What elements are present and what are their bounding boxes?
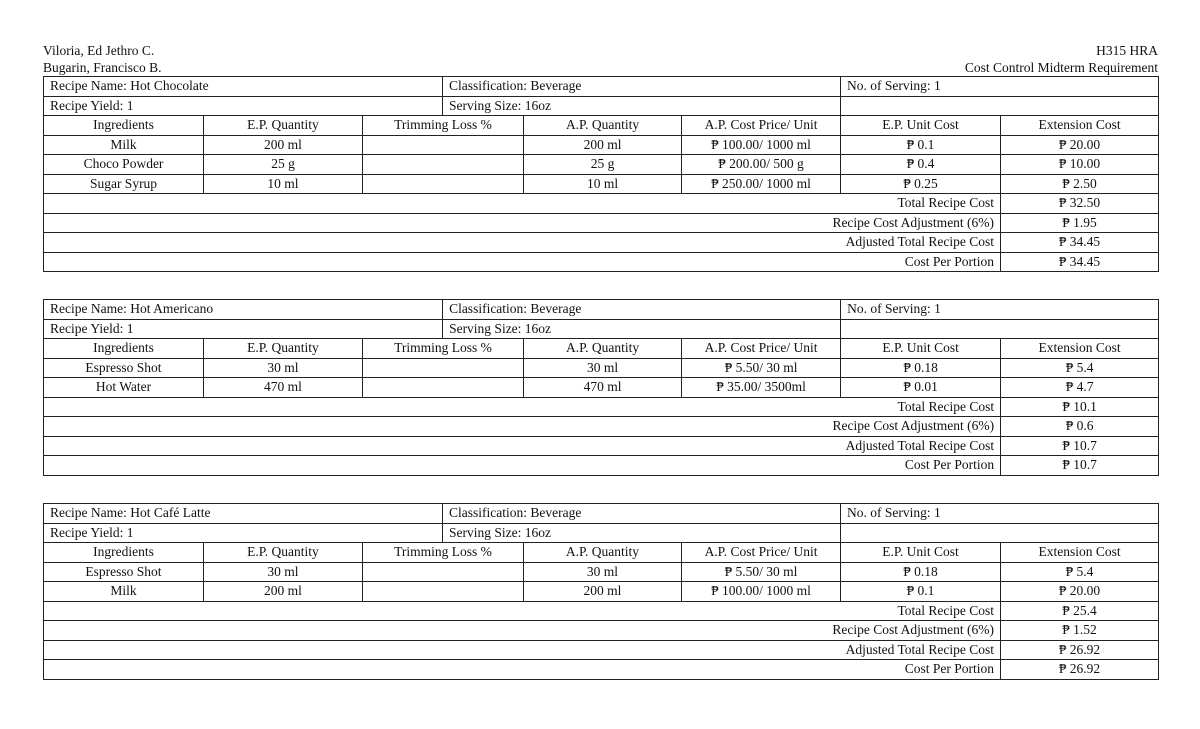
classification: Classification: Beverage: [443, 77, 841, 97]
number-of-servings: No. of Serving: 1: [841, 300, 1159, 320]
summary-value: ₱ 10.7: [1001, 456, 1159, 476]
summary-value: ₱ 10.1: [1001, 397, 1159, 417]
column-header: E.P. Unit Cost: [841, 339, 1001, 359]
column-header: Trimming Loss %: [363, 339, 524, 359]
requirement-title: Cost Control Midterm Requirement: [964, 60, 1158, 75]
column-header: A.P. Cost Price/ Unit: [682, 543, 841, 563]
document-header: [43, 42, 1158, 76]
ingredient-cell: 470 ml: [524, 378, 682, 398]
ingredient-cell: [363, 174, 524, 194]
ingredient-cell: 470 ml: [204, 378, 363, 398]
summary-value: ₱ 1.95: [1001, 213, 1159, 233]
ingredient-cell: 25 g: [204, 155, 363, 175]
number-of-servings: No. of Serving: 1: [841, 77, 1159, 97]
summary-row: [44, 621, 1159, 641]
ingredient-row: [44, 358, 1159, 378]
ingredient-cell: 30 ml: [524, 562, 682, 582]
summary-label: Cost Per Portion: [44, 252, 1001, 272]
ingredient-cell: Hot Water: [44, 378, 204, 398]
summary-label: Recipe Cost Adjustment (6%): [44, 417, 1001, 437]
column-header: A.P. Cost Price/ Unit: [682, 116, 841, 136]
column-header: Extension Cost: [1001, 339, 1159, 359]
ingredient-cell: ₱ 0.4: [841, 155, 1001, 175]
summary-label: Adjusted Total Recipe Cost: [44, 436, 1001, 456]
ingredient-cell: [363, 358, 524, 378]
ingredient-row: [44, 582, 1159, 602]
ingredient-cell: ₱ 5.4: [1001, 358, 1159, 378]
summary-value: ₱ 1.52: [1001, 621, 1159, 641]
summary-value: ₱ 25.4: [1001, 601, 1159, 621]
column-header: A.P. Quantity: [524, 339, 682, 359]
ingredient-cell: 25 g: [524, 155, 682, 175]
column-header: Trimming Loss %: [363, 116, 524, 136]
summary-label: Total Recipe Cost: [44, 397, 1001, 417]
summary-label: Adjusted Total Recipe Cost: [44, 233, 1001, 253]
ingredient-row: [44, 174, 1159, 194]
column-header: Ingredients: [44, 543, 204, 563]
ingredient-cell: ₱ 0.1: [841, 135, 1001, 155]
ingredient-cell: 200 ml: [524, 582, 682, 602]
summary-label: Adjusted Total Recipe Cost: [44, 640, 1001, 660]
ingredient-cell: ₱ 5.4: [1001, 562, 1159, 582]
summary-row: [44, 417, 1159, 437]
column-header: Ingredients: [44, 116, 204, 136]
recipe-info-row: [44, 77, 1159, 97]
summary-row: [44, 194, 1159, 214]
ingredient-cell: ₱ 20.00: [1001, 135, 1159, 155]
summary-value: ₱ 32.50: [1001, 194, 1159, 214]
column-header: E.P. Quantity: [204, 339, 363, 359]
serving-size: Serving Size: 16oz: [443, 523, 841, 543]
summary-row: [44, 436, 1159, 456]
ingredient-cell: ₱ 250.00/ 1000 ml: [682, 174, 841, 194]
ingredient-cell: ₱ 100.00/ 1000 ml: [682, 135, 841, 155]
ingredient-cell: ₱ 10.00: [1001, 155, 1159, 175]
summary-value: ₱ 34.45: [1001, 233, 1159, 253]
column-header: Extension Cost: [1001, 116, 1159, 136]
column-header-row: [44, 116, 1159, 136]
classification: Classification: Beverage: [443, 300, 841, 320]
ingredient-cell: ₱ 0.01: [841, 378, 1001, 398]
summary-value: ₱ 26.92: [1001, 660, 1159, 680]
ingredient-cell: [363, 562, 524, 582]
ingredient-cell: 30 ml: [524, 358, 682, 378]
author-2: Bugarin, Francisco B.: [43, 60, 162, 75]
recipe-yield-row: [44, 523, 1159, 543]
ingredient-cell: ₱ 0.1: [841, 582, 1001, 602]
summary-label: Recipe Cost Adjustment (6%): [44, 213, 1001, 233]
summary-row: [44, 640, 1159, 660]
ingredient-cell: 10 ml: [524, 174, 682, 194]
summary-row: [44, 397, 1159, 417]
ingredient-row: [44, 155, 1159, 175]
ingredient-cell: Choco Powder: [44, 155, 204, 175]
column-header-row: [44, 543, 1159, 563]
ingredient-cell: 30 ml: [204, 562, 363, 582]
ingredient-cell: ₱ 20.00: [1001, 582, 1159, 602]
ingredient-cell: [363, 135, 524, 155]
summary-value: ₱ 34.45: [1001, 252, 1159, 272]
empty-cell: [841, 96, 1159, 116]
recipe-yield: Recipe Yield: 1: [44, 523, 443, 543]
summary-value: ₱ 0.6: [1001, 417, 1159, 437]
ingredient-cell: ₱ 4.7: [1001, 378, 1159, 398]
column-header: E.P. Quantity: [204, 543, 363, 563]
recipe-name: Recipe Name: Hot Café Latte: [44, 504, 443, 524]
empty-cell: [841, 319, 1159, 339]
summary-row: [44, 456, 1159, 476]
recipe-table: [43, 76, 1159, 272]
author-1: Viloria, Ed Jethro C.: [43, 43, 155, 58]
summary-row: [44, 213, 1159, 233]
ingredient-cell: ₱ 200.00/ 500 g: [682, 155, 841, 175]
ingredient-cell: ₱ 35.00/ 3500ml: [682, 378, 841, 398]
recipe-yield: Recipe Yield: 1: [44, 319, 443, 339]
classification: Classification: Beverage: [443, 504, 841, 524]
column-header: Extension Cost: [1001, 543, 1159, 563]
summary-row: [44, 660, 1159, 680]
recipe-yield-row: [44, 96, 1159, 116]
ingredient-cell: 10 ml: [204, 174, 363, 194]
summary-value: ₱ 10.7: [1001, 436, 1159, 456]
ingredient-cell: ₱ 0.25: [841, 174, 1001, 194]
ingredient-cell: Sugar Syrup: [44, 174, 204, 194]
ingredient-cell: 200 ml: [204, 582, 363, 602]
ingredient-cell: [363, 155, 524, 175]
ingredient-cell: Milk: [44, 135, 204, 155]
ingredient-cell: ₱ 100.00/ 1000 ml: [682, 582, 841, 602]
ingredient-cell: ₱ 2.50: [1001, 174, 1159, 194]
ingredient-cell: 200 ml: [204, 135, 363, 155]
recipe-name: Recipe Name: Hot Americano: [44, 300, 443, 320]
summary-row: [44, 233, 1159, 253]
recipe-info-row: [44, 300, 1159, 320]
column-header-row: [44, 339, 1159, 359]
serving-size: Serving Size: 16oz: [443, 96, 841, 116]
ingredient-cell: ₱ 5.50/ 30 ml: [682, 562, 841, 582]
recipe-table: [43, 299, 1159, 476]
column-header: E.P. Unit Cost: [841, 116, 1001, 136]
summary-label: Total Recipe Cost: [44, 601, 1001, 621]
recipe-yield-row: [44, 319, 1159, 339]
column-header: Trimming Loss %: [363, 543, 524, 563]
course-code: H315 HRA: [1096, 43, 1158, 58]
ingredient-cell: Milk: [44, 582, 204, 602]
summary-label: Cost Per Portion: [44, 456, 1001, 476]
recipe-table: [43, 503, 1159, 680]
summary-label: Recipe Cost Adjustment (6%): [44, 621, 1001, 641]
ingredient-cell: ₱ 0.18: [841, 562, 1001, 582]
column-header: Ingredients: [44, 339, 204, 359]
recipe-yield: Recipe Yield: 1: [44, 96, 443, 116]
summary-row: [44, 252, 1159, 272]
summary-value: ₱ 26.92: [1001, 640, 1159, 660]
ingredient-cell: ₱ 0.18: [841, 358, 1001, 378]
ingredient-cell: ₱ 5.50/ 30 ml: [682, 358, 841, 378]
column-header: E.P. Quantity: [204, 116, 363, 136]
summary-label: Total Recipe Cost: [44, 194, 1001, 214]
recipe-name: Recipe Name: Hot Chocolate: [44, 77, 443, 97]
ingredient-row: [44, 378, 1159, 398]
column-header: A.P. Quantity: [524, 116, 682, 136]
summary-row: [44, 601, 1159, 621]
ingredient-cell: [363, 582, 524, 602]
ingredient-row: [44, 135, 1159, 155]
column-header: A.P. Cost Price/ Unit: [682, 339, 841, 359]
column-header: A.P. Quantity: [524, 543, 682, 563]
ingredient-cell: [363, 378, 524, 398]
serving-size: Serving Size: 16oz: [443, 319, 841, 339]
summary-label: Cost Per Portion: [44, 660, 1001, 680]
ingredient-cell: Espresso Shot: [44, 562, 204, 582]
empty-cell: [841, 523, 1159, 543]
ingredient-cell: Espresso Shot: [44, 358, 204, 378]
ingredient-cell: 200 ml: [524, 135, 682, 155]
ingredient-cell: 30 ml: [204, 358, 363, 378]
column-header: E.P. Unit Cost: [841, 543, 1001, 563]
number-of-servings: No. of Serving: 1: [841, 504, 1159, 524]
ingredient-row: [44, 562, 1159, 582]
recipe-info-row: [44, 504, 1159, 524]
